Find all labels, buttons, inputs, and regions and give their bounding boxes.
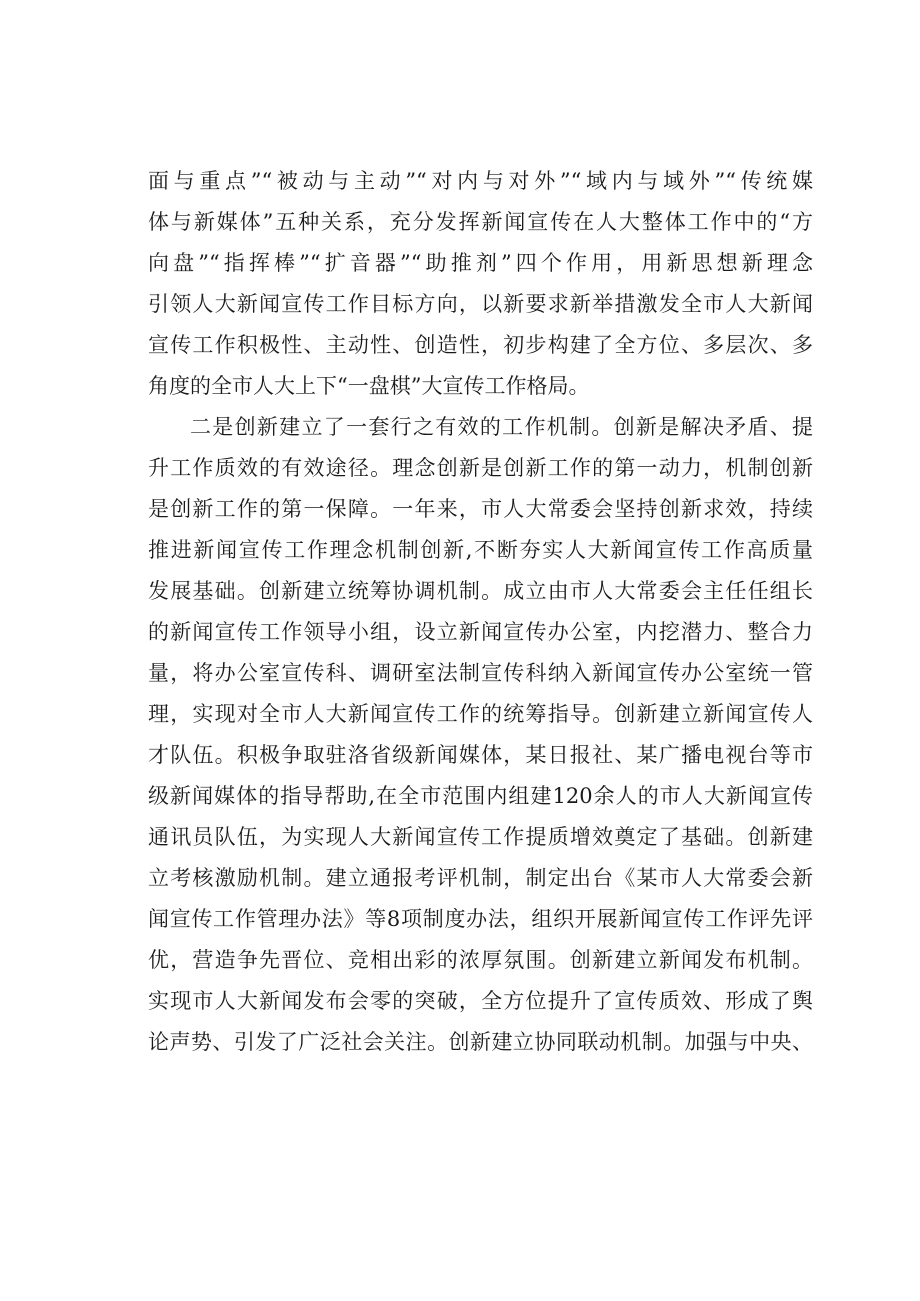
- text-line: 发展基础。创新建立统筹协调机制。成立由市人大常委会主任任组长: [148, 579, 813, 603]
- text-line: 引领人大新闻宣传工作目标方向，以新要求新举措激发全市人大新闻: [148, 292, 813, 316]
- text-line: 论声势、引发了广泛社会关注。创新建立协同联动机制。加强与中央、: [148, 1030, 813, 1054]
- text-line: 量，将办公室宣传科、调研室法制宣传科纳入新闻宣传办公室统一管: [148, 661, 813, 685]
- text-line: 闻宣传工作管理办法》等8项制度办法，组织开展新闻宣传工作评先评: [148, 907, 813, 931]
- text-line: 的新闻宣传工作领导小组，设立新闻宣传办公室，内挖潜力、整合力: [148, 620, 813, 644]
- text-line: 才队伍。积极争取驻洛省级新闻媒体，某日报社、某广播电视台等市: [148, 743, 813, 767]
- text-line: 体与新媒体”五种关系，充分发挥新闻宣传在人大整体工作中的“方: [148, 210, 813, 234]
- paragraph-end-line: 角度的全市人大上下“一盘棋”大宣传工作格局。: [148, 374, 590, 398]
- text-line: 级新闻媒体的指导帮助,在全市范围内组建120余人的市人大新闻宣传: [148, 784, 813, 808]
- text-line: 面与重点”“被动与主动”“对内与对外”“域内与域外”“传统媒: [148, 169, 813, 193]
- text-line: 向盘”“指挥棒”“扩音器”“助推剂”四个作用，用新思想新理念: [148, 251, 813, 275]
- text-line: 升工作质效的有效途径。理念创新是创新工作的第一动力，机制创新: [148, 456, 813, 480]
- text-line: 立考核激励机制。建立通报考评机制，制定出台《某市人大常委会新: [148, 866, 813, 890]
- body-text: [148, 161, 813, 1063]
- text-line: 优，营造争先晋位、竞相出彩的浓厚氛围。创新建立新闻发布机制。: [148, 948, 813, 972]
- text-line: 宣传工作积极性、主动性、创造性，初步构建了全方位、多层次、多: [148, 333, 813, 357]
- text-line: 是创新工作的第一保障。一年来，市人大常委会坚持创新求效，持续: [148, 497, 813, 521]
- text-line: 推进新闻宣传工作理念机制创新,不断夯实人大新闻宣传工作高质量: [148, 538, 813, 562]
- text-line: 实现市人大新闻发布会零的突破，全方位提升了宣传质效、形成了舆: [148, 989, 813, 1013]
- paragraph-start-line: 二是创新建立了一套行之有效的工作机制。创新是解决矛盾、提: [190, 415, 813, 439]
- text-line: 理，实现对全市人大新闻宣传工作的统筹指导。创新建立新闻宣传人: [148, 702, 813, 726]
- text-line: 通讯员队伍，为实现人大新闻宣传工作提质增效奠定了基础。创新建: [148, 825, 813, 849]
